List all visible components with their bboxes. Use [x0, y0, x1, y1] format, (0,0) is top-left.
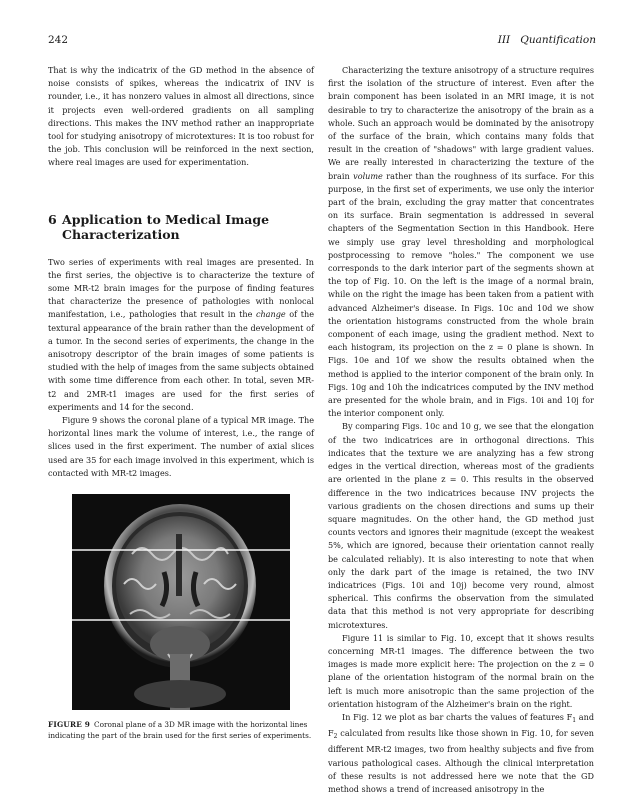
- right-paragraph-4-part-a: In Fig. 12 we plot as bar charts the values of features F: [342, 711, 573, 722]
- right-paragraph-4-part-b: and F: [328, 711, 595, 739]
- right-paragraph-4-part-c: calculated from results like those shown in Fig. 10, for seven different MR-t2 images, two from healthy subjects and five from various pathological cases. Although the clinical interpretation of these results is not addressed here we note that the GD method shows a trend of increased anisotropy in the: [328, 728, 594, 794]
- section-title-line2: Characterization: [62, 226, 180, 242]
- figure-caption: [48, 719, 314, 741]
- right-paragraph-4: [328, 711, 594, 796]
- right-paragraph-1-part-b: rather than the roughness of its surface. For this purpose, in the first set of experiments, we use only the interior part of the brain, excluding the gray matter that concentrates on its surface. Brain segmentation is addressed in several chapters of the Segmentation Section in this Handbook. Here we simply use gray level thresholding and morphological postprocessing to remove "holes." The component we use corresponds to the dark interior part of the segments shown at the top of Fig. 10. On the left is the image of a normal brain, while on the right the image has been taken from a patient with advanced Alzheimer's disease. In Figs. 10c and 10d we show the orientation histograms constructed from the whole brain component of each image, using the gradient method. Next to each histogram, its projection on the z = 0 plane is shown. In Figs. 10e and 10f we show the results obtained when the method is applied to the interior component of the brain only. In Figs. 10g and 10h the indicatrices computed by the INV method are presented for the whole brain, and in Figs. 10i and 10j for the interior component only.: [328, 170, 595, 419]
- feature-subscript-2: 2: [333, 733, 338, 741]
- right-paragraph-1: [328, 64, 594, 420]
- left-column: [48, 64, 314, 741]
- feature-subscript-1: 1: [572, 716, 577, 724]
- left-paragraph-2-part-a: Two series of experiments with real images are presented. In the first series, the objective is to characterize the texture of some MR-t2 brain images for the purpose of finding features that characterize the presence of pathologies with nonlocal manifestation, i.e., pathologies that result in the: [48, 256, 314, 320]
- right-paragraph-3: Figure 11 is similar to Fig. 10, except that it shows results concerning MR-t1 images. The difference between the two images is made more explicit here: The projection on the z = 0 plane of the orientation histogram of the normal brain on the left is much more anisotropic than the same projection of the orientation histogram of the Alzheimer's brain on the right.: [328, 632, 594, 709]
- figure-9: [48, 494, 314, 710]
- left-paragraph-1: That is why the indicatrix of the GD method in the absence of noise consists of spikes, whereas the indicatrix of INV is rounder, i.e., it has nonzero values in almost all directions, since it projects even well-ordered gradients on all sampling directions. This makes the INV method rather an inappropriate tool for studying anisotropy of microtextures: It is too robust for the job. This conclusion will be reinforced in the next section, where real images are used for experimentation.: [48, 65, 314, 168]
- mri-coronal-image: [72, 494, 290, 710]
- running-head: III Quantification: [497, 34, 596, 46]
- right-paragraph-1-emphasis: volume: [353, 170, 383, 181]
- left-paragraph-3: Figure 9 shows the coronal plane of a typical MR image. The horizontal lines mark the volume of interest, i.e., the range of slices used in the first experiment. The number of axial slices used are 35 for each image involved in this experiment, which is contacted with MR-t2 images.: [48, 415, 314, 478]
- right-paragraph-1-part-a: Characterizing the texture anisotropy of a structure requires first the isolation of the structure of interest. Even after the brain component has been isolated in an MRI image, it is not desirable to try to characterize the anisotropy of the brain as a whole. Such an approach would be dominated by the anisotropy of the surface of the brain, which contains many folds that result in the creation of "shadows" with large gradient values. We are really interested in characterizing the texture of the brain: [328, 65, 594, 181]
- section-title-line1: Application to Medical Image: [62, 211, 270, 227]
- left-paragraph-2-part-b: of the textural appearance of the brain rather than the development of a tumor. In the second series of experiments, the change in the anisotropy descriptor of the brain images of some patients is studied with the help of images from the same subjects obtained with some time difference from each other. In total, seven MR-t2 and 2MR-t1 images are used for the first series of experiments and 14 for the second.: [48, 309, 314, 412]
- figure-label: FIGURE 9: [48, 720, 91, 730]
- page-number: 242: [48, 34, 69, 46]
- figure-caption-text: Coronal plane of a 3D MR image with the horizontal lines indicating the part of the brain used for the first series of experiments.: [48, 720, 312, 741]
- left-paragraph-2-emphasis: change: [255, 309, 286, 320]
- mri-illustration: [72, 494, 290, 710]
- right-paragraph-2: By comparing Figs. 10c and 10 g, we see that the elongation of the two indicatrices are in orthogonal directions. This indicates that the texture we are analyzing has a few strong edges in the vertical direction, whereas most of the gradients are oriented in the plane z = 0. This results in the observed difference in the two indicatrices because INV projects the various gradients on the chosen directions and sums up their square magnitudes. On the other hand, the GD method just counts vectors and ignores their magnitude (except the weakest 5%, which are ignored, because their orientation cannot really be calculated reliably). It is also interesting to note that when only the dark part of the image is retained, the two INV indicatrices (Figs. 10i and 10j) become very round, almost spherical. This confirms the observation from the simulated data that this method is not very appropriate for describing microtextures.: [328, 421, 594, 630]
- section-number: 6: [48, 211, 57, 227]
- right-column: [328, 64, 594, 796]
- section-heading: [48, 212, 314, 242]
- left-paragraph-2: [48, 256, 314, 414]
